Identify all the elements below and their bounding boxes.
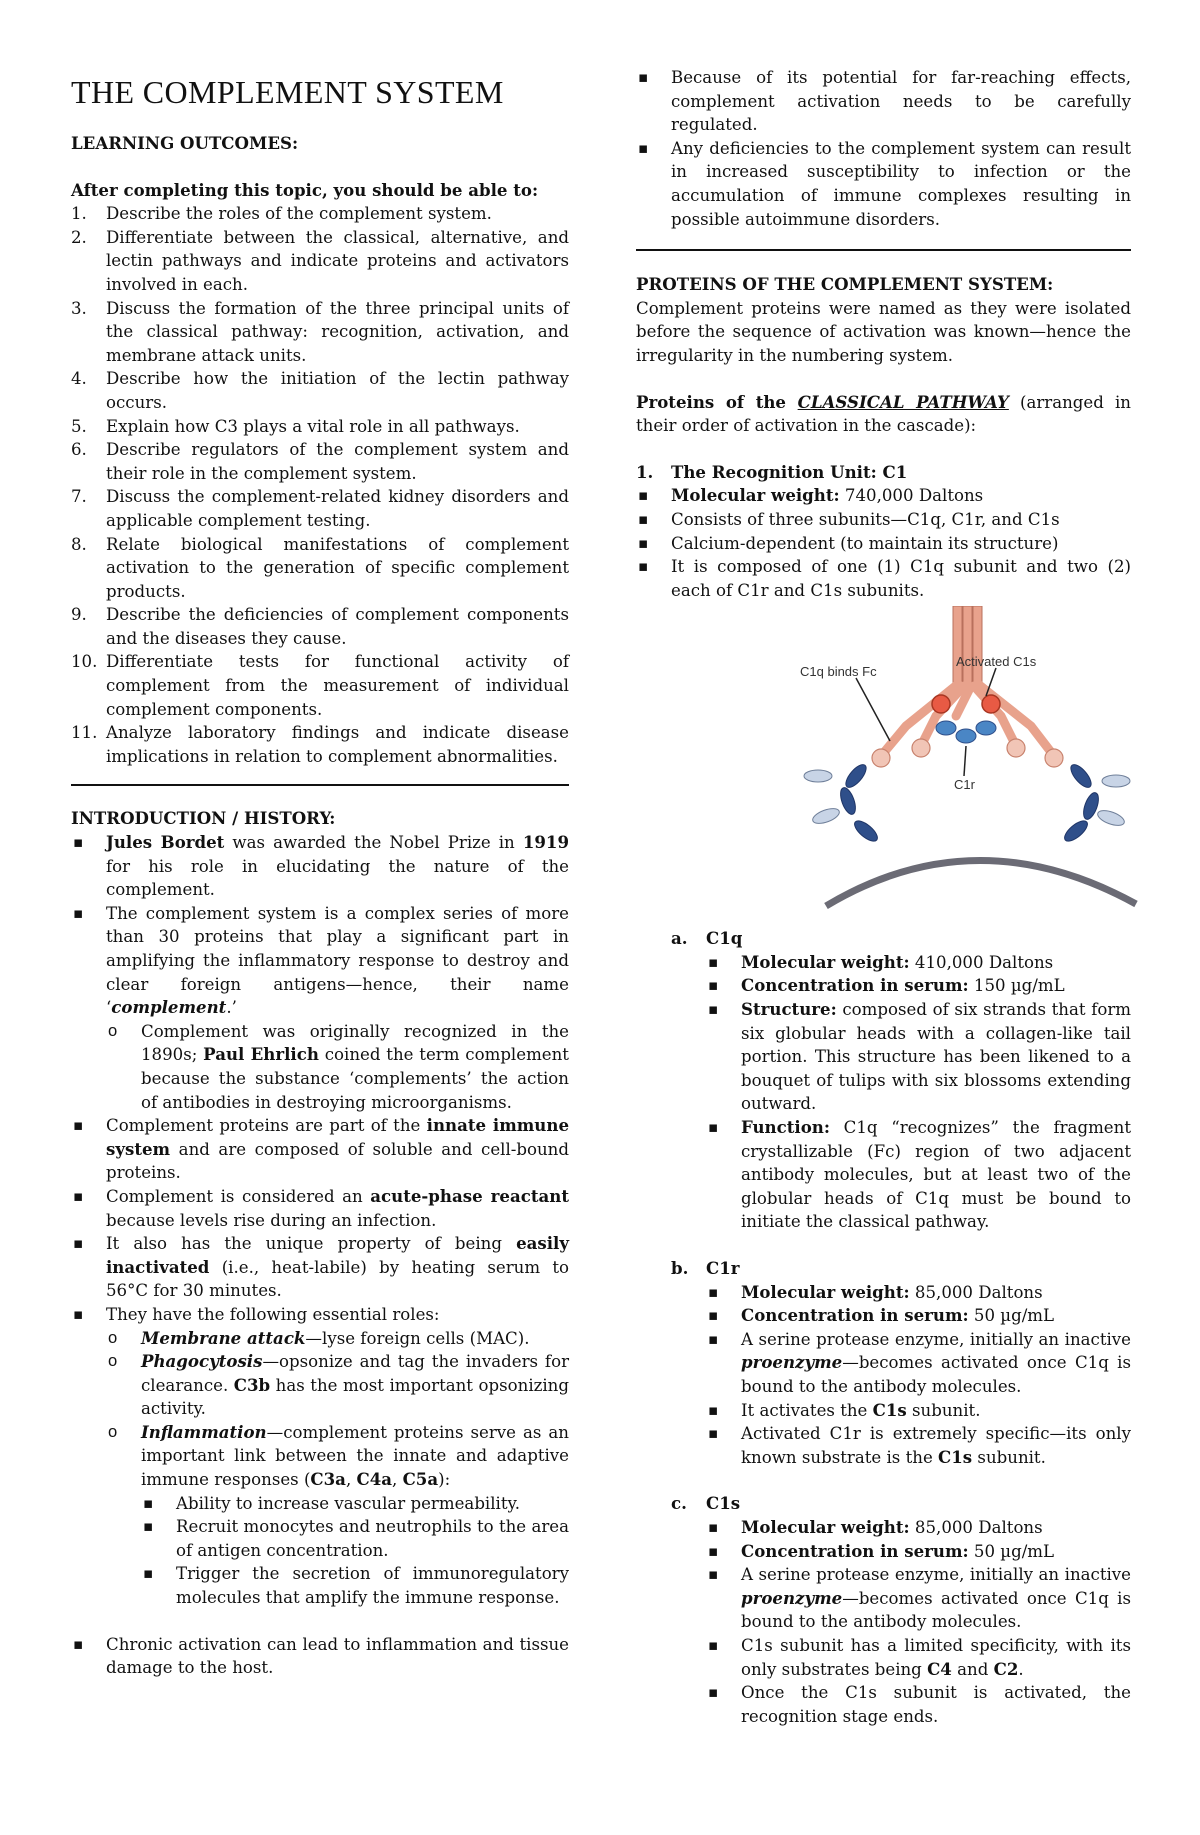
c1s-heading: c. C1s (671, 1493, 741, 1514)
c1s-bullet: ▪ Once the C1s subunit is activated, the recognition stage ends. (706, 1681, 1131, 1728)
c1s-bullet: ▪ Concentration in serum: 50 µg/mL (706, 1540, 1131, 1564)
unit-bullet: ▪ It is composed of one (1) C1q subunit and two (2) each of C1r and C1s subunits. (636, 555, 1131, 602)
learning-outcomes-list (71, 202, 569, 768)
role-sub-item: ▪ Trigger the secretion of immunoregulatory molecules that amplify the immune response. (141, 1562, 569, 1609)
outcome-item: 9. Describe the deficiencies of complement components and the diseases they cause. (71, 605, 569, 648)
c1s-list (706, 1516, 1131, 1728)
c1q-bullet: ▪ Molecular weight: 410,000 Daltons (706, 951, 1131, 975)
c1r-bullet: ▪ Activated C1r is extremely specific—its only known substrate is the C1s subunit. (706, 1422, 1131, 1469)
left-column (71, 66, 569, 1680)
outcome-item: 3. Discuss the formation of the three principal units of the classical pathway: recognition, activation, and membrane attack units. (71, 298, 569, 365)
c1q-bullet: ▪ Concentration in serum: 150 µg/mL (706, 974, 1131, 998)
intro-bullet: ▪ Complement is considered an acute-phase reactant because levels rise during an infection. (71, 1185, 569, 1232)
c1-complex-figure (786, 606, 1166, 911)
label-activated-c1s: Activated C1s (956, 654, 1037, 670)
c1s-bullet: ▪ A serine protease enzyme, initially an inactive proenzyme—becomes activated once C1q is bound to the antibody molecules. (706, 1563, 1131, 1634)
c1q-bullet: ▪ Function: C1q “recognizes” the fragment crystallizable (Fc) region of two adjacent antibody molecules, but at least two of the globular heads of C1q must be bound to initiate the classical pathway. (706, 1116, 1131, 1234)
role-sub-item: ▪ Recruit monocytes and neutrophils to the area of antigen concentration. (141, 1515, 569, 1562)
c1q-list (706, 951, 1131, 1234)
intro-heading: INTRODUCTION / HISTORY: (71, 808, 336, 829)
intro-sub-bullet: o Complement was originally recognized in the 1890s; Paul Ehrlich coined the term complement because the substance ‘complements’ the action of antibodies in destroying microorganisms. (106, 1020, 569, 1114)
intro-bullet: ▪ Chronic activation can lead to inflammation and tissue damage to the host. (71, 1633, 569, 1680)
antibody-molecules (838, 762, 1102, 845)
c1r-bullet: ▪ Molecular weight: 85,000 Daltons (706, 1281, 1131, 1305)
role-sub-item: ▪ Ability to increase vascular permeability. (141, 1492, 569, 1516)
proteins-heading: PROTEINS OF THE COMPLEMENT SYSTEM: (636, 274, 1054, 295)
outcome-item: 11. Analyze laboratory findings and indicate disease implications in relation to complement abnormalities. (71, 723, 569, 766)
c1s-bullet: ▪ C1s subunit has a limited specificity, with its only substrates being C4 and C2. (706, 1634, 1131, 1681)
c1r-heading: b. C1r (671, 1258, 740, 1278)
intro-list (71, 831, 569, 1610)
role-item: o Phagocytosis—opsonize and tag the invaders for clearance. C3b has the most important opsonizing activity. (106, 1350, 569, 1421)
learning-outcomes-heading: LEARNING OUTCOMES: (71, 133, 299, 153)
c1r-c1s-chain (936, 721, 996, 743)
intro-bullet: ▪ The complement system is a complex series of more than 30 proteins that play a significant part in amplifying the inflammatory response to destroy and clear foreign antigens—hence, their name ‘complement.’ o Complement was originally recognized in the 1890s; Paul Ehrlich coined the term complement because the substance ‘complements’ the action of antibodies in destroying microorganisms. (71, 902, 569, 1114)
outcome-item: 5. Explain how C3 plays a vital role in all pathways. (71, 416, 520, 436)
c1q-bullet: ▪ Structure: composed of six strands that form six globular heads with a collagen-like tail portion. This structure has been likened to a bouquet of tulips with six blossoms extending outward. (706, 998, 1131, 1116)
c1q-stalk (953, 606, 982, 686)
c1q-arms (881, 684, 1054, 756)
role-item: o Inflammation—complement proteins serve as an important link between the innate and adaptive immune responses (C3a, C4a, C5a): ▪ Ability to increase vascular permeability. ▪ Recruit monocytes and neutrophils to the area of antigen concentration. ▪ Trigger the secretion of immunoregulatory molecules that amplify the immune response. (106, 1421, 569, 1610)
c1q-heading: a. C1q (671, 928, 743, 949)
learning-outcomes-intro: After completing this topic, you should be able to: (71, 179, 539, 200)
unit-bullet: ▪ Calcium-dependent (to maintain its structure) (636, 532, 1131, 556)
regulation-bullet: ▪ Because of its potential for far-reaching effects, complement activation needs to be carefully regulated. (636, 66, 1131, 137)
label-c1r: C1r (954, 777, 975, 793)
classical-pathway-intro: Proteins of the CLASSICAL PATHWAY (arranged in their order of activation in the cascade): (636, 391, 1131, 436)
regulation-bullet: ▪ Any deficiencies to the complement system can result in increased susceptibility to infection or the accumulation of immune complexes resulting in possible autoimmune disorders. (636, 137, 1131, 231)
c1s-bullet: ▪ Molecular weight: 85,000 Daltons (706, 1516, 1131, 1540)
c1r-bullet: ▪ A serine protease enzyme, initially an inactive proenzyme—becomes activated once C1q is bound to the antibody molecules. (706, 1328, 1131, 1399)
intro-bullet: ▪ It also has the unique property of being easily inactivated (i.e., heat-labile) by heating serum to 56°C for 30 minutes. (71, 1232, 569, 1303)
c1r-bullet: ▪ Concentration in serum: 50 µg/mL (706, 1304, 1131, 1328)
intro-bullet: ▪ Complement proteins are part of the innate immune system and are composed of soluble and cell-bound proteins. (71, 1114, 569, 1185)
outcome-item: 2. Differentiate between the classical, alternative, and lectin pathways and indicate proteins and activators involved in each. (71, 227, 569, 294)
outcome-item: 1. Describe the roles of the complement system. (71, 204, 492, 224)
unit-bullet: ▪ Molecular weight: 740,000 Daltons (636, 484, 1131, 508)
outcome-item: 8. Relate biological manifestations of complement activation to the generation of specific complement products. (71, 534, 569, 601)
outcome-item: 7. Discuss the complement-related kidney disorders and applicable complement testing. (71, 487, 569, 530)
intro-bullet: ▪ They have the following essential roles: o Membrane attack—lyse foreign cells (MAC). o Phagocytosis—opsonize and tag the invaders for clearance. C3b has the most important opsonizing activity. o Inflammation—complement proteins serve as an important link between the innate and adaptive immune responses (C3a, C4a, C5a): ▪ Ability to increase vascular permeability. ▪ Recruit monocytes and neutrophils to the area of antigen concentration. ▪ Trigger the secretion of immunoregulatory molecules that amplify the immune response. (71, 1303, 569, 1610)
outcome-item: 10. Differentiate tests for functional activity of complement from the measurement of individual complement components. (71, 652, 569, 719)
label-c1q-binds-fc: C1q binds Fc (800, 664, 877, 680)
intro-bullet: ▪ Jules Bordet was awarded the Nobel Prize in 1919 for his role in elucidating the nature of the complement. (71, 831, 569, 902)
outcome-item: 6. Describe regulators of the complement system and their role in the complement system. (71, 440, 569, 483)
outcome-item: 4. Describe how the initiation of the lectin pathway occurs. (71, 369, 569, 412)
c1-diagram (786, 606, 1166, 911)
recognition-unit-title: 1. The Recognition Unit: C1 (636, 461, 908, 482)
unit-bullet: ▪ Consists of three subunits—C1q, C1r, and C1s (636, 508, 1131, 532)
cell-membrane (826, 861, 1136, 907)
page-title: THE COMPLEMENT SYSTEM (71, 74, 504, 110)
regulation-list (636, 66, 1131, 231)
role-item: o Membrane attack—lyse foreign cells (MAC). (106, 1327, 569, 1351)
c1r-bullet: ▪ It activates the C1s subunit. (706, 1399, 1131, 1423)
c1r-list (706, 1281, 1131, 1470)
right-column (636, 66, 1131, 1728)
recognition-unit-list (636, 484, 1131, 602)
proteins-text: Complement proteins were named as they were isolated before the sequence of activation was known—hence the irregularity in the numbering system. (636, 298, 1131, 365)
